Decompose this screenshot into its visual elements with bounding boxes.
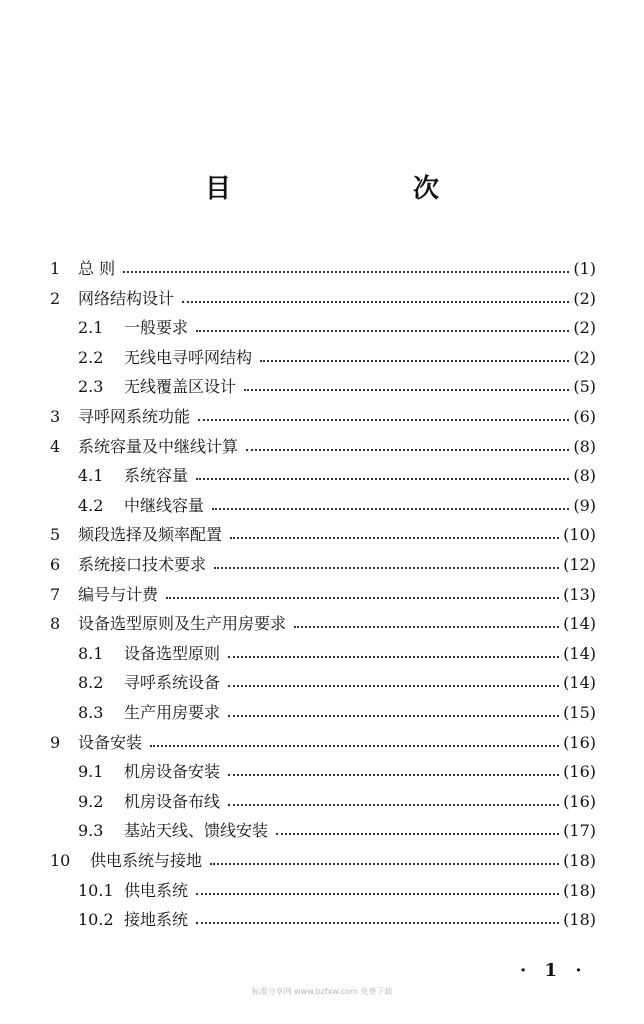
toc-entry-number: 9.3	[78, 821, 104, 841]
toc-entry-number: 6	[50, 555, 61, 574]
toc-leader-dots	[244, 389, 569, 391]
toc-entry-number: 9	[50, 732, 61, 752]
toc-entry	[78, 374, 596, 400]
toc-entry-number: 1	[50, 259, 61, 278]
toc-entry	[78, 670, 596, 696]
toc-entry-number: 8.1	[78, 643, 104, 663]
toc-leader-dots	[166, 597, 559, 599]
toc-entry-page: (18)	[563, 880, 596, 900]
toc-entry-label: 频段选择及频率配置	[78, 525, 223, 545]
toc-entry-page: (2)	[573, 288, 596, 308]
toc-entry-page: (6)	[573, 407, 596, 426]
toc-entry	[50, 256, 596, 282]
toc-entry-label: 无线电寻呼网结构	[124, 347, 253, 367]
toc-entry	[78, 700, 596, 726]
toc-leader-dots	[212, 508, 569, 510]
toc-entry-label: 总 则	[78, 259, 116, 278]
toc-entry-page: (9)	[573, 495, 596, 515]
toc-entry-label: 寻呼网系统功能	[78, 407, 191, 426]
toc-entry-number: 8.3	[78, 703, 104, 722]
toc-entry-number: 4	[50, 436, 61, 456]
toc-entry-page: (12)	[563, 555, 596, 574]
toc-leader-dots	[210, 863, 559, 865]
toc-entry-number: 4.1	[78, 466, 104, 486]
toc-entry-page: (2)	[573, 347, 596, 367]
toc-entry-page: (13)	[563, 584, 596, 604]
toc-leader-dots	[228, 656, 559, 658]
toc-entry-number: 2.3	[78, 377, 104, 397]
toc-entry-page: (14)	[563, 643, 596, 663]
toc-entry-number: 7	[50, 584, 61, 604]
toc-leader-dots	[260, 360, 569, 362]
toc-entry	[50, 848, 596, 874]
toc-entry-label: 无线覆盖区设计	[124, 377, 237, 397]
toc-leader-dots	[182, 301, 569, 303]
toc-entry-label: 网络结构设计	[78, 288, 175, 308]
toc-entry-number: 5	[50, 525, 61, 545]
toc-entry-label: 机房设备布线	[124, 791, 221, 811]
toc-leader-dots	[276, 833, 559, 835]
toc-entry-label: 供电系统与接地	[90, 851, 203, 870]
toc-entry-label: 设备选型原则	[124, 643, 221, 663]
toc-entry-page: (16)	[563, 791, 596, 811]
toc-entry-page: (18)	[563, 851, 596, 870]
watermark-text: 标准分享网 www.bzfxw.com 免费下载	[251, 987, 393, 996]
toc-entry	[50, 434, 596, 460]
toc-entry-page: (8)	[573, 466, 596, 486]
toc-leader-dots	[228, 804, 559, 806]
toc-entry-label: 接地系统	[124, 910, 189, 930]
toc-entry-number: 2	[50, 288, 61, 308]
toc-leader-dots	[230, 537, 559, 539]
toc-entry-label: 中继线容量	[124, 495, 205, 515]
toc-entry-label: 设备选型原则及生产用房要求	[78, 614, 287, 634]
toc-entry	[50, 582, 596, 608]
toc-leader-dots	[198, 419, 569, 421]
toc-entry	[78, 878, 596, 904]
toc-leader-dots	[214, 567, 559, 569]
toc-leader-dots	[228, 715, 559, 717]
toc-entry-number: 9.1	[78, 762, 104, 782]
toc-entry-page: (14)	[563, 614, 596, 634]
toc-leader-dots	[150, 745, 559, 747]
toc-entry	[78, 641, 596, 667]
toc-entry	[50, 611, 596, 637]
toc-leader-dots	[228, 685, 559, 687]
toc-entry-label: 机房设备安装	[124, 762, 221, 782]
toc-entry-page: (14)	[563, 673, 596, 693]
toc-entry	[50, 730, 596, 756]
toc-leader-dots	[196, 478, 569, 480]
toc-entry	[50, 522, 596, 548]
toc-entry-page: (8)	[573, 436, 596, 456]
toc-leader-dots	[196, 330, 569, 332]
toc-entry-number: 10.1	[78, 880, 114, 900]
toc-leader-dots	[294, 626, 559, 628]
toc-entry	[78, 907, 596, 933]
toc-leader-dots	[196, 893, 559, 895]
toc-entry-page: (16)	[563, 762, 596, 782]
toc-entry	[78, 759, 596, 785]
toc-entry-label: 生产用房要求	[124, 703, 221, 722]
toc-entry-number: 9.2	[78, 791, 104, 811]
toc-entry	[50, 404, 596, 430]
toc-entry-number: 8	[50, 614, 61, 634]
toc-entry-label: 基站天线、馈线安装	[124, 821, 269, 841]
page-title: 目 次	[204, 174, 517, 204]
toc-entry-page: (18)	[563, 910, 596, 930]
toc-entry-label: 设备安装	[78, 732, 143, 752]
toc-entry-label: 一般要求	[124, 318, 189, 338]
toc-entry-page: (1)	[573, 259, 596, 278]
toc-entry	[78, 463, 596, 489]
toc-entry	[78, 315, 596, 341]
toc-entry-number: 10	[50, 851, 71, 870]
toc-entry-number: 10.2	[78, 910, 114, 930]
toc-entry	[78, 789, 596, 815]
toc-entry-number: 2.2	[78, 347, 104, 367]
toc-entry-page: (5)	[573, 377, 596, 397]
toc-entry-page: (15)	[563, 703, 596, 722]
toc-entry-page: (16)	[563, 732, 596, 752]
toc-leader-dots	[196, 922, 559, 924]
toc-entry-page: (10)	[563, 525, 596, 545]
toc-entry-number: 3	[50, 407, 61, 426]
toc-entry-label: 寻呼系统设备	[124, 673, 221, 693]
toc-entry-label: 系统容量及中继线计算	[78, 436, 239, 456]
toc-entry	[50, 552, 596, 578]
toc-entry	[78, 493, 596, 519]
toc-leader-dots	[228, 774, 559, 776]
footer-page-number: · 1 ·	[520, 960, 588, 981]
toc-entry-label: 系统容量	[124, 466, 189, 486]
toc-entry	[78, 345, 596, 371]
toc-entry-number: 4.2	[78, 495, 104, 515]
toc-entry-number: 8.2	[78, 673, 104, 693]
toc-entry	[78, 818, 596, 844]
toc-leader-dots	[123, 271, 569, 273]
toc-entry-page: (17)	[563, 821, 596, 841]
toc-entry-label: 系统接口技术要求	[78, 555, 207, 574]
toc-entry-label: 编号与计费	[78, 584, 159, 604]
toc-entry	[50, 286, 596, 312]
toc-entry-page: (2)	[573, 318, 596, 338]
toc-entry-label: 供电系统	[124, 880, 189, 900]
toc-leader-dots	[246, 449, 569, 451]
toc-entry-number: 2.1	[78, 318, 104, 338]
